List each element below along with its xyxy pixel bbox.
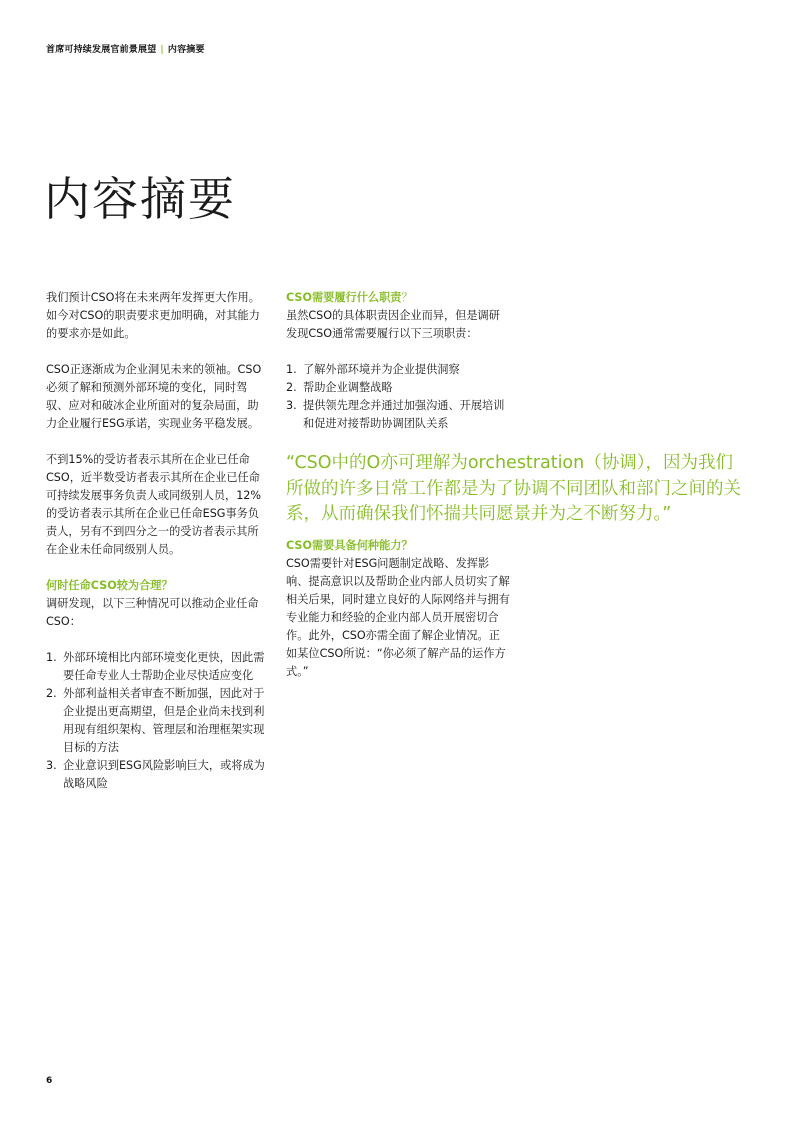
responsibilities-heading-mark: ？ bbox=[401, 291, 413, 304]
list-item-text: 企业意识到ESG风险影响巨大，或将成为战略风险 bbox=[63, 759, 265, 790]
list-item bbox=[46, 757, 266, 793]
when-to-appoint-heading: 何时任命CSO较为合理？ bbox=[46, 579, 173, 592]
capabilities-paragraph: CSO需要针对ESG问题制定战略、发挥影响、提高意识以及帮助企业内部人员切实了解相关后果，同时建立良好的人际网络并与拥有专业能力和经验的企业内部人员开展密切合作。此外，CSO亦需全面了解企业情况。正如某位CSO所说：“你必须了解产品的运作方式。” bbox=[286, 557, 510, 678]
list-item-number: 1. bbox=[286, 363, 297, 376]
left-paragraph-1: 我们预计CSO将在未来两年发挥更大作用。如今对CSO的职责要求更加明确，对其能力的要求亦是如此。 bbox=[46, 291, 260, 340]
page-title: 内容摘要 bbox=[44, 172, 236, 226]
responsibilities-intro: 虽然CSO的具体职责因企业而异，但是调研发现CSO通常需要履行以下三项职责： bbox=[286, 309, 500, 340]
capabilities-heading: CSO需要具备何种能力？ bbox=[286, 539, 413, 552]
header-section: 首席可持续发展官前景展望 bbox=[46, 45, 157, 55]
left-paragraph-2: CSO正逐渐成为企业洞见未来的领袖。CSO必须了解和预测外部环境的变化，同时驾驭、应对和破冰企业所面对的复杂局面，助力企业履行ESG承诺，实现业务平稳发展。 bbox=[46, 363, 262, 430]
list-item-number: 1. bbox=[46, 651, 57, 664]
left-paragraph-3: 不到15%的受访者表示其所在企业已任命CSO，近半数受访者表示其所在企业已任命可持续发展事务负责人或同级别人员，12%的受访者表示其所在企业已任命ESG事务负责人，另有不到四分之一的受访者表示其所在企业未任命同级别人员。 bbox=[46, 453, 262, 556]
list-item bbox=[286, 397, 511, 433]
list-item-number: 3. bbox=[286, 399, 297, 412]
list-item-text: 外部环境相比内部环境变化更快，因此需要任命专业人士帮助企业尽快适应变化 bbox=[63, 651, 265, 682]
list-item-text: 提供领先理念并通过加强沟通、开展培训和促进对接帮助协调团队关系 bbox=[303, 399, 505, 430]
list-item bbox=[286, 361, 511, 379]
list-item-number: 3. bbox=[46, 759, 57, 772]
list-item-number: 2. bbox=[46, 687, 57, 700]
responsibilities-list bbox=[286, 361, 511, 433]
pull-quote: “CSO中的O亦可理解为orchestration（协调），因为我们所做的许多日常工作都是为了协调不同团队和部门之间的关系，从而确保我们怀揣共同愿景并为之不断努力。” bbox=[286, 453, 741, 524]
header-chapter: 内容摘要 bbox=[167, 45, 205, 55]
when-to-appoint-intro: 调研发现，以下三种情况可以推动企业任命CSO： bbox=[46, 597, 259, 628]
when-to-appoint-list bbox=[46, 649, 266, 793]
list-item-text: 帮助企业调整战略 bbox=[303, 381, 393, 394]
left-column bbox=[46, 289, 266, 811]
running-header bbox=[46, 42, 205, 55]
page-number: 6 bbox=[46, 1076, 53, 1086]
responsibilities-heading bbox=[286, 289, 511, 307]
list-item-text: 外部利益相关者审查不断加强，因此对于企业提出更高期望，但是企业尚未找到利用现有组织架构、管理层和治理框架实现目标的方法 bbox=[63, 687, 265, 754]
list-item bbox=[286, 379, 511, 397]
responsibilities-heading-text: CSO需要履行什么职责 bbox=[286, 291, 402, 304]
list-item-text: 了解外部环境并为企业提供洞察 bbox=[303, 363, 460, 376]
list-item bbox=[46, 649, 266, 685]
header-separator: | bbox=[160, 45, 164, 55]
list-item bbox=[46, 685, 266, 757]
list-item-number: 2. bbox=[286, 381, 297, 394]
